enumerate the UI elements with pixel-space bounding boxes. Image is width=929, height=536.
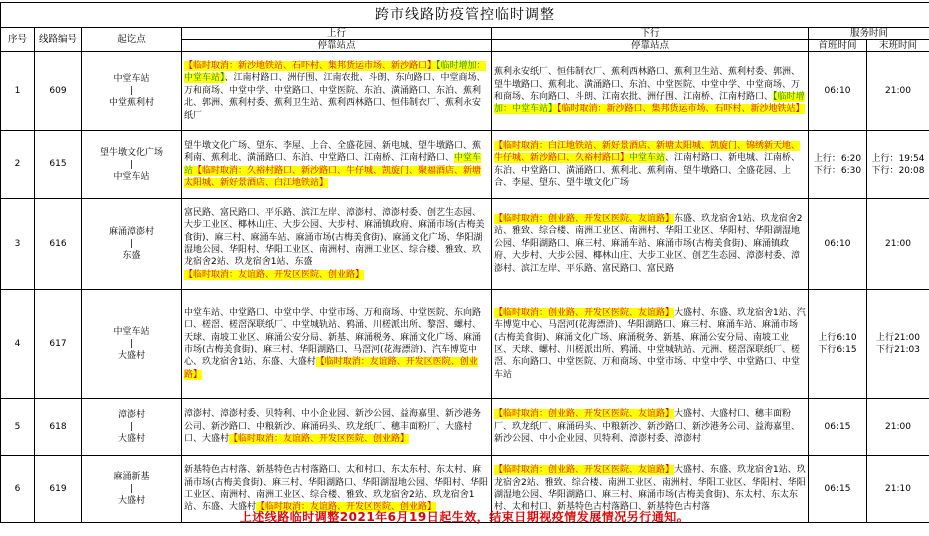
terminal-from: 中堂车站 [113,327,150,337]
last-bus-time [867,131,929,199]
last-bus-time: 21:10 [867,456,929,523]
terminal-from: 中堂车站 [113,74,150,84]
header-down-stops: 停靠站点 [492,40,809,52]
stop-list: 、江南村路口、洲仔围、江南农批、斗朗、东向路口、中堂商场、万和商场、中堂中学、中堂路口、中堂医院、东泊、潢涌路口、东泊、蕉利北、郭洲、蕉利村委、蕉利卫生站、蕉利西林路口、恒伟制衣厂、蕉利永安纸厂 [184,73,486,121]
terminal-from: 望牛墩文化广场 [99,147,163,158]
route-row [1,199,929,290]
direction-label: 下行： [871,165,899,176]
down-stops [492,290,809,399]
last-bus-up [869,153,927,165]
terminal-bar: | [129,159,134,170]
terminal-to: 中堂车站 [113,171,150,182]
terminal-bar: | [129,484,134,494]
temporary-change-note: 【临时取消：白江地铁站、新好景酒店、新塘太阳城、凯旋门、锦绣新天地、牛仔城、新沙路口、久裕村路口】 [494,140,801,164]
route-number: 619 [35,456,82,523]
first-bus-time: 06:10 [809,199,867,290]
route-row [1,131,929,199]
temporary-change-note: 【临时取消：友谊路、开发区医院、创业路】 [256,502,437,513]
up-stops [182,290,492,399]
time-value: 6:20 [840,153,862,164]
last-bus-down [869,344,927,356]
stop-list: 蕉利永安纸厂、恒伟制衣厂、蕉利西林路口、蕉利卫生站、蕉利村委、郭洲、望牛墩路口、蕉利北、潢涌路口、东泊、中堂医院、中堂中学、中堂商场、万和商场、东向路口、斗朗、江南农批、洲仔围、江南桥、江南村路口、 [494,67,801,102]
first-bus-time: 06:15 [809,399,867,456]
last-bus-time: 21:00 [867,52,929,131]
temporary-change-note: 【临时取消：新沙地铁站、石吓村、集邦货运市场、新沙路口】 [184,60,437,71]
route-number: 609 [35,52,82,131]
header-up-stops: 停靠站点 [182,40,492,52]
stop-list: 大盛村、东盛、玖龙宿舍1站、汽车博览中心、马滘河(花海漂浒)、华阳湖路口、麻三村、麻涌车站、麻涌市场(古梅美食街)、麻涌文化广场、麻涌税务、新基、麻涌公安分局、南坡工业区、天球、螺村、川槎派出所、鸦涌、中堂城轨站、元洲、槎滘深联纸厂、槎滘、东向路口、中堂医院、万和商场、中堂市场、中堂中学、中堂路口、中堂车站 [494,307,806,380]
route-number: 615 [35,131,82,199]
last-bus-down [869,165,927,177]
up-stops [182,131,492,199]
header-down: 下行 [492,28,809,40]
terminal-to: 大盛村 [117,496,145,506]
header-service-time: 服务时间 [809,28,929,40]
first-bus-down [811,344,864,356]
header-last-bus: 末班时间 [867,40,929,52]
stop-list: 东盛、玖龙宿舍1站、玖龙宿舍2站、雅致、综合楼、南洲工业区、南洲村、华阳工业区、华阳村、华阳湖湿地公园、华阳湖路口、麻三村、麻涌车站、麻涌市场(古梅美食街)、麻涌镇政府、大步村、大步公园、椰林山庄、大步工业区、创艺生态园、漳澎村委、漳澎村、滨江左岸、平乐路、富民路口、富民路 [494,213,803,274]
time-value: 21:00 [894,333,920,343]
temporary-change-note: 【临时取消：创业路、开发区医院、友谊路】 [494,465,675,476]
temporary-change-note: 【临时取消：友谊路、开发区医院、创业路】 [184,357,478,380]
row-seq: 2 [1,131,35,199]
terminal-from: 麻涌漳澎村 [108,227,154,237]
row-seq: 1 [1,52,35,131]
time-value: 6:15 [836,345,857,355]
stop-list: 漳澎村、漳澎村委、贝特利、中小企业园、新沙公园、益海嘉里、新沙港务公司、新沙路口、中粮新沙、麻涌码头、玖龙纸厂、穗丰面粉厂、大盛村口、大盛村 [184,409,482,445]
terminal-from: 麻涌新基 [113,472,150,482]
route-terminals [82,290,182,399]
temporary-change-note: 中堂车站 [184,153,482,176]
terminal-from: 漳澎村 [117,410,145,420]
temporary-change-note: 【临时取消：创业路、开发区医院、友谊路】 [494,307,675,318]
stop-list: 中堂车站、中堂路口、中堂中学、中堂市场、万和商场、中堂医院、东向路口、槎滘、槎滘深联纸厂、中堂城轨站、鸦涌、川槎派出所、黎滘、螺村、天球、南坡工业区、麻涌公安分局、新基、麻涌税务、麻涌文化广场、麻涌市场(古梅美食街)、麻三村、华阳湖路口、马滘河(花海漂浒)、汽车博览中心、玖龙宿舍1站、东盛、大盛村 [184,307,482,368]
terminal-to: 大盛村 [117,434,145,444]
time-value: 20:08 [898,165,925,176]
direction-label: 下行 [818,345,837,355]
row-seq: 3 [1,199,35,290]
route-terminals [82,399,182,456]
direction-label: 上行 [876,333,895,343]
terminal-to: 大盛村 [117,351,145,361]
stop-list: 大盛村、大盛村口、穗丰面粉厂、玖龙纸厂、麻涌码头、中粮新沙、新沙路口、新沙港务公司、益海嘉里、新沙公园、中小企业园、贝特利、漳澎村委、漳澎村 [494,409,801,445]
row-seq: 6 [1,456,35,523]
last-bus-time [867,290,929,399]
stop-list: 望牛墩文化广场、望东、李屋、上合、全盛花园、新电城、望牛墩路口、蕉利南、蕉利北、潢涌路口、东泊、中堂路口、江南桥、江南村路口、 [184,140,482,164]
route-number: 616 [35,199,82,290]
temporary-change-note: 【临时取消：创业路、开发区医院、友谊路】 [494,213,675,224]
temporary-change-note: 【临时增加：中堂车站】 [494,92,805,115]
terminal-to: 中堂蕉利村 [108,98,154,108]
row-seq: 5 [1,399,35,456]
temporary-change-note: 中堂车站 [629,153,666,164]
stop-list: 新基特色古村落、新基特色古村落路口、太和村口、东太东村、东太村、麻涌市场(古梅美食街)、麻三村、华阳湖路口、华阳湖湿地公园、华阳村、华阳工业区、南洲村、南洲工业区、综合楼、雅致、玖龙宿舍2站、玖龙宿舍1站、东盛、大盛村 [184,465,489,513]
route-number: 618 [35,399,82,456]
header-route-no: 线路编号 [35,28,82,52]
row-seq: 4 [1,290,35,399]
terminal-bar: | [129,422,134,432]
route-row [1,52,929,131]
route-row [1,290,929,399]
direction-label: 下行 [876,345,895,355]
up-stops [182,399,492,456]
header-up: 上行 [182,28,492,40]
route-terminals [82,131,182,199]
last-bus-time: 21:00 [867,199,929,290]
first-bus-up [811,332,864,344]
first-bus-time [809,290,867,399]
header-seq: 序号 [1,28,35,52]
terminal-bar: | [129,339,134,349]
notice-title: 跨市线路防疫管控临时调整 [1,3,929,28]
time-value: 6:30 [840,165,862,176]
direction-label: 上行 [818,333,837,343]
first-bus-down [811,165,864,177]
last-bus-up [869,332,927,344]
route-table [0,2,929,523]
down-stops [492,399,809,456]
time-value: 21:03 [894,345,920,355]
route-row [1,399,929,456]
terminal-bar: | [129,239,134,249]
route-terminals [82,199,182,290]
terminal-to: 东盛 [122,251,141,261]
stop-list: 富民路、富民路口、平乐路、滨江左岸、漳澎村、漳澎村委、创艺生态园、大步工业区、椰林山庄、大步公园、大步村、麻涌镇政府、麻涌市场(古梅美食街)、麻三村、麻涌车站、麻涌市场(古梅美食街)、麻涌文化广场、华阳湖湿地公园、华阳村、华阳工业区、南洲村、南洲工业区、综合楼、雅致、玖龙宿舍2站、玖龙宿舍1站、东盛 [184,207,485,268]
stop-list: 大盛村、东盛、玖龙宿舍1站、玖龙宿舍2站、雅致、综合楼、南洲工业区、南洲村、华阳工业区、华阳村、华阳湖湿地公园、华阳湖路口、麻三村、麻涌市场(古梅美食街)、东太村、东太东村、太和村口、新基特色古村落路口、新基特色古村落 [494,465,806,513]
temporary-change-note: 【临时取消：新沙路口、集邦货运市场、石吓村、新沙地铁站】 [557,104,805,115]
header-first-bus: 首班时间 [809,40,867,52]
up-stops [182,52,492,131]
stop-list: 、江南村路口、新电城、江南桥、东泊、中堂路口、潢涌路口、蕉利北、蕉利南、望牛墩路口、全盛花园、上合、李屋、望东、望牛墩文化广场 [494,153,801,188]
time-value: 6:10 [836,333,857,343]
effective-date-notice: 上述线路临时调整2021年6月19日起生效，结束日期视疫情发展情况另行通知。 [239,510,690,524]
first-bus-up [811,153,864,165]
first-bus-time [809,131,867,199]
direction-label: 上行： [871,153,899,164]
direction-label: 上行： [813,153,841,164]
route-number: 617 [35,290,82,399]
direction-label: 下行： [813,165,841,176]
temporary-change-note: 【临时增加：中堂车站】 [184,60,486,84]
temporary-change-note: 【临时取消：友谊路、开发区医院、创业路】 [184,269,365,280]
down-stops [492,52,809,131]
temporary-change-note: 【临时取消：创业路、开发区医院、友谊路】 [494,409,675,420]
last-bus-time: 21:00 [867,399,929,456]
first-bus-time: 06:10 [809,52,867,131]
down-stops [492,199,809,290]
route-terminals [82,52,182,131]
down-stops [492,131,809,199]
temporary-change-note: 【临时取消：友谊路、开发区医院、创业路】 [229,434,410,445]
time-value: 19:54 [898,153,925,164]
temporary-change-note: 【临时取消：久裕村路口、新沙路口、牛仔城、凯旋门、聚福酒店、新塘太阳城、新好景酒店、白江地铁站】 [184,165,482,188]
up-stops [182,199,492,290]
header-terminals: 起讫点 [82,28,182,52]
terminal-bar: | [129,86,134,96]
first-bus-time: 06:15 [809,456,867,523]
